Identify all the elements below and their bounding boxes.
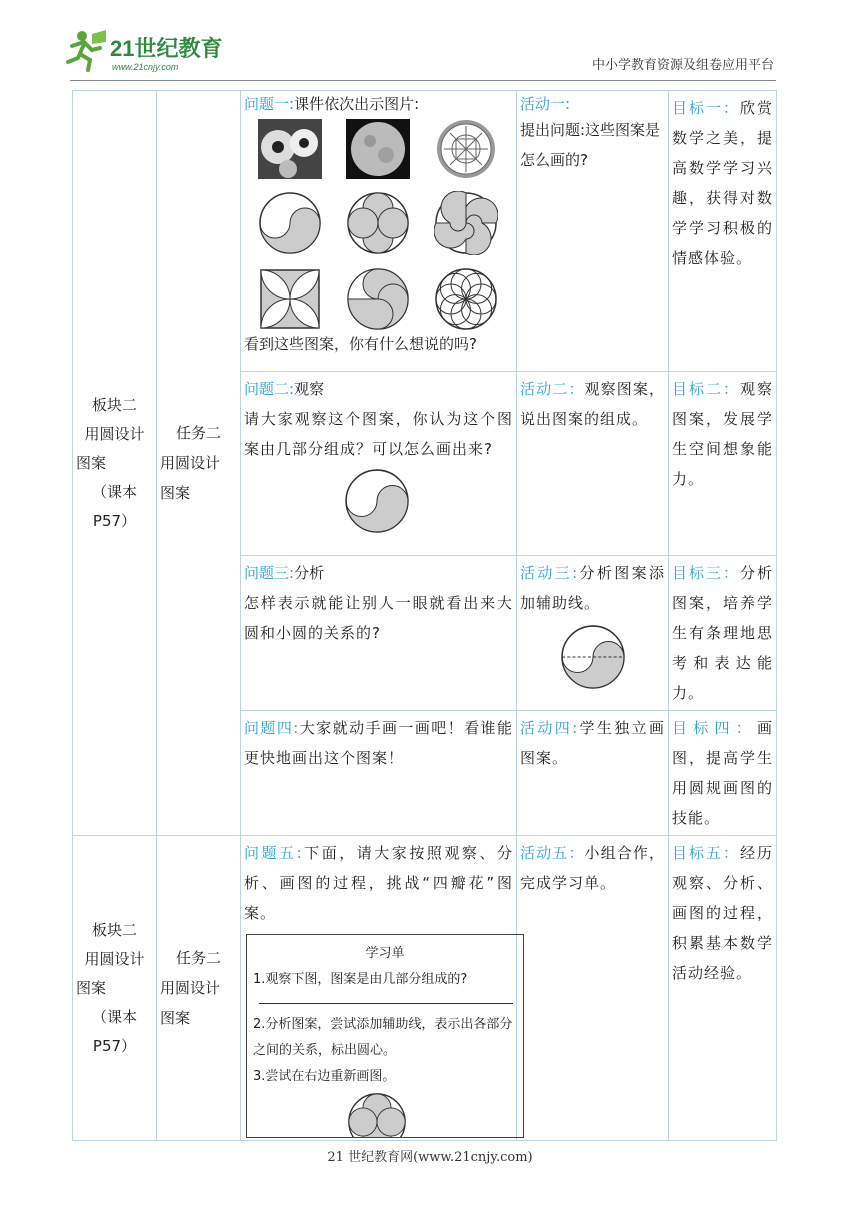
yinyang-pattern-icon	[258, 191, 322, 255]
activity3-cell: 活动三:分析图案添加辅助线。	[517, 556, 669, 711]
problem3-cell: 问题三:分析 怎样表示就能让别人一眼就看出来大圆和小圆的关系的?	[241, 556, 517, 711]
problem5-cell: 问题五:下面，请大家按照观察、分析、画图的过程，挑战“四瓣花”图案。 学习单 1.观察下图，图案是由几部分组成的? 2.分析图案，尝试添加辅助线，表示出各部分之间的关系，标出圆心。 3.尝试在右边重新画图。	[241, 836, 517, 1141]
four-petal-pattern-icon	[346, 191, 410, 255]
header-divider	[70, 80, 776, 81]
table-row	[73, 836, 777, 1141]
sunflower-image	[258, 119, 322, 179]
pattern-gallery	[258, 119, 513, 331]
pinwheel-pattern-icon	[434, 191, 498, 255]
table-row	[73, 91, 777, 372]
problem2-cell: 问题二:观察 请大家观察这个图案，你认为这个图案由几部分组成？可以怎么画出来?	[241, 372, 517, 556]
goal2-cell: 目标二：观察图案，发展学生空间想象能力。	[669, 372, 777, 556]
worksheet: 学习单 1.观察下图，图案是由几部分组成的? 2.分析图案，尝试添加辅助线，表示出各部分之间的关系，标出圆心。 3.尝试在右边重新画图。	[246, 934, 524, 1138]
lattice-window-image	[434, 119, 498, 179]
activity4-cell: 活动四:学生独立画图案。	[517, 711, 669, 836]
answer-line[interactable]	[259, 997, 513, 1004]
goal1-cell: 目标一：欣赏数学之美，提高数学学习兴趣，获得对数学学习积极的情感体验。	[669, 91, 777, 372]
page-footer: 21 世纪教育网(www.21cnjy.com)	[327, 1150, 533, 1165]
activity2-cell: 活动二：观察图案，说出图案的组成。	[517, 372, 669, 556]
moon-image	[346, 119, 410, 179]
activity5-cell: 活动五：小组合作，完成学习单。	[517, 836, 669, 1141]
goal4-cell: 目标四：画图，提高学生用圆规画图的技能。	[669, 711, 777, 836]
yinyang-figure-icon	[344, 468, 410, 534]
quarter-arc-pattern-icon	[346, 267, 410, 331]
problem1-cell: 问题一:课件依次出示图片: 看到这些图案，你有什么想说的吗?	[241, 91, 517, 372]
lesson-table	[72, 90, 777, 1141]
page-header	[0, 0, 860, 88]
task-cell: 任务二 用圆设计 图案	[157, 836, 241, 1141]
module-cell: 板块二 用圆设计 图案 （课本 P57）	[73, 91, 157, 836]
svg-text:21世纪教育: 21世纪教育	[110, 36, 223, 61]
module-cell: 板块二 用圆设计 图案 （课本 P57）	[73, 836, 157, 1141]
activity1-cell: 活动一: 提出问题:这些图案是怎么画的?	[517, 91, 669, 372]
square-petal-pattern-icon	[258, 267, 322, 331]
yinyang-auxiliary-line-icon	[560, 624, 626, 690]
goal3-cell: 目标三：分析图案，培养学生有条理地思考和表达能力。	[669, 556, 777, 711]
goal5-cell: 目标五：经历观察、分析、画图的过程，积累基本数学活动经验。	[669, 836, 777, 1141]
svg-text:www.21cnjy.com: www.21cnjy.com	[112, 62, 179, 72]
problem4-cell: 问题四:大家就动手画一画吧！看谁能更快地画出这个图案！	[241, 711, 517, 836]
task-cell: 任务二 用圆设计 图案	[157, 91, 241, 836]
site-logo[interactable]	[62, 28, 232, 78]
four-petal-worksheet-icon	[347, 1092, 407, 1138]
flower-of-life-pattern-icon	[434, 267, 498, 331]
platform-name: 中小学教育资源及组卷应用平台	[591, 58, 774, 73]
